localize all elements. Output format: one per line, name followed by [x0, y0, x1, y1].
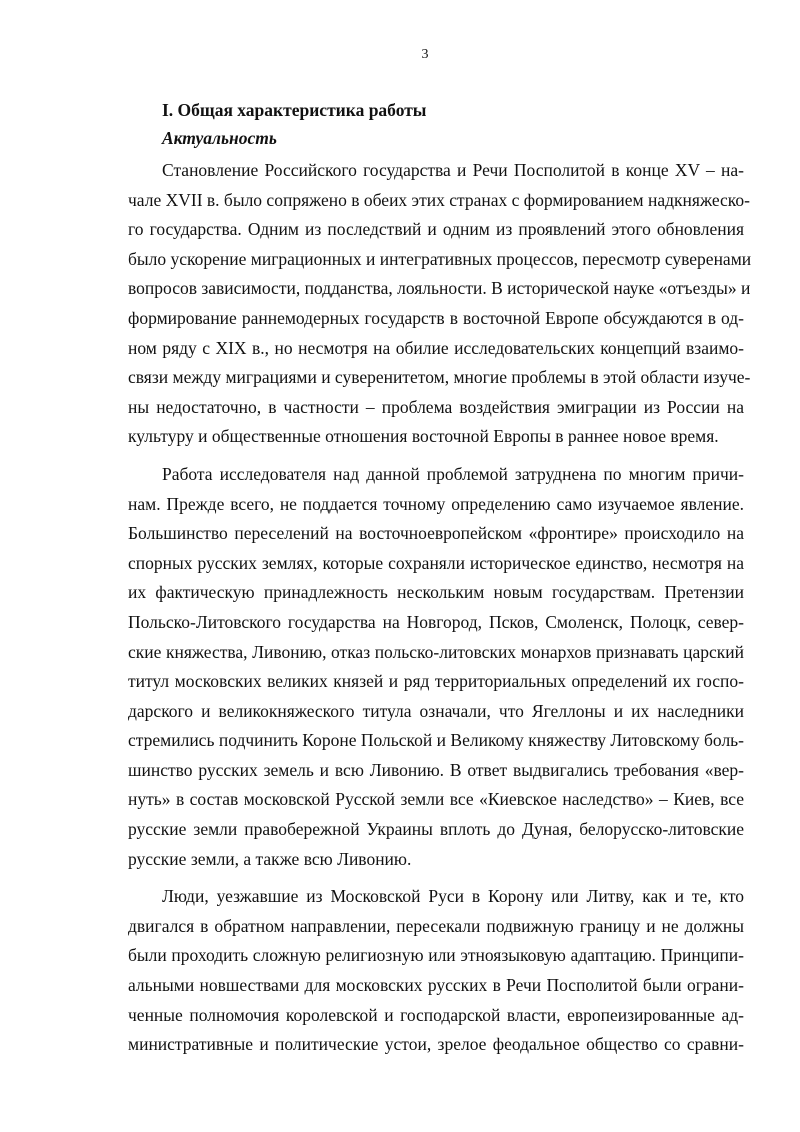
text-line: Работа исследователя над данной проблемой затруднена по многим причи-	[162, 463, 744, 484]
text-line: го государства. Одним из последствий и одним из проявлений этого обновления	[128, 219, 744, 240]
text-line: связи между миграциями и суверенитетом, многие проблемы в этой области изуче-	[128, 367, 751, 388]
text-line: русские земли, а также всю Ливонию.	[128, 848, 412, 869]
text-line: Большинство переселений на восточноевропейском «фронтире» происходило на	[128, 523, 744, 544]
text-line: дарского и великокняжеского титула означали, что Ягеллоны и их наследники	[128, 700, 744, 721]
section-heading: I. Общая характеристика работы	[162, 100, 427, 120]
text-line: стремились подчинить Короне Польской и Великому княжеству Литовскому боль-	[128, 730, 744, 751]
text-line: министративные и политические устои, зрелое феодальное общество со сравни-	[128, 1034, 744, 1055]
text-line: двигался в обратном направлении, пересекали подвижную границу и не должны	[128, 915, 744, 936]
text-line: Становление Российского государства и Речи Посполитой в конце XV – на-	[162, 160, 744, 180]
text-line: альными новшествами для московских русских в Речи Посполитой были ограни-	[128, 975, 744, 996]
document-body	[128, 96, 752, 1068]
text-line: ченные полномочия королевской и господарской власти, европеизированные ад-	[128, 1004, 744, 1025]
text-line: Польско-Литовского государства на Новгород, Псков, Смоленск, Полоцк, север-	[128, 611, 744, 632]
text-line: их фактическую принадлежность нескольким новым государствам. Претензии	[128, 582, 744, 603]
text-line: Люди, уезжавшие из Московской Руси в Корону или Литву, как и те, кто	[162, 886, 744, 907]
subsection-heading: Актуальность	[162, 128, 277, 148]
text-line: культуру и общественные отношения восточной Европы в раннее новое время.	[128, 426, 719, 447]
text-line: вопросов зависимости, подданства, лояльности. В исторической науке «отъезды» и	[128, 278, 751, 299]
paragraphs	[128, 156, 752, 1060]
paragraph	[128, 156, 752, 452]
text-line: чале XVII в. было сопряжено в обеих этих странах с формированием надкняжеско-	[128, 189, 750, 210]
paragraph	[128, 882, 744, 1060]
text-line: ном ряду с XIX в., но несмотря на обилие исследовательских концепций взаимо-	[128, 337, 744, 358]
text-line: нам. Прежде всего, не поддается точному определению само изучаемое явление.	[128, 493, 744, 514]
text-line: русские земли правобережной Украины вплоть до Дуная, белорусско-литовские	[128, 819, 744, 840]
text-line: титул московских великих князей и ряд территориальных определений их госпо-	[128, 671, 744, 692]
text-line: было ускорение миграционных и интегративных процессов, пересмотр суверенами	[128, 248, 752, 269]
paragraph	[128, 460, 744, 874]
text-line: ские княжества, Ливонию, отказ польско-литовских монархов признавать царский	[128, 641, 744, 662]
text-line: ны недостаточно, в частности – проблема воздействия эмиграции из России на	[128, 396, 744, 417]
text-line: формирование раннемодерных государств в восточной Европе обсуждаются в од-	[128, 307, 744, 328]
text-line: спорных русских землях, которые сохраняли историческое единство, несмотря на	[128, 552, 744, 573]
text-line: нуть» в состав московской Русской земли все «Киевское наследство» – Киев, все	[128, 789, 744, 810]
text-line: были проходить сложную религиозную или этноязыковую адаптацию. Принципи-	[128, 945, 744, 966]
page-number: 3	[421, 47, 429, 62]
text-line: шинство русских земель и всю Ливонию. В ответ выдвигались требования «вер-	[128, 759, 744, 780]
